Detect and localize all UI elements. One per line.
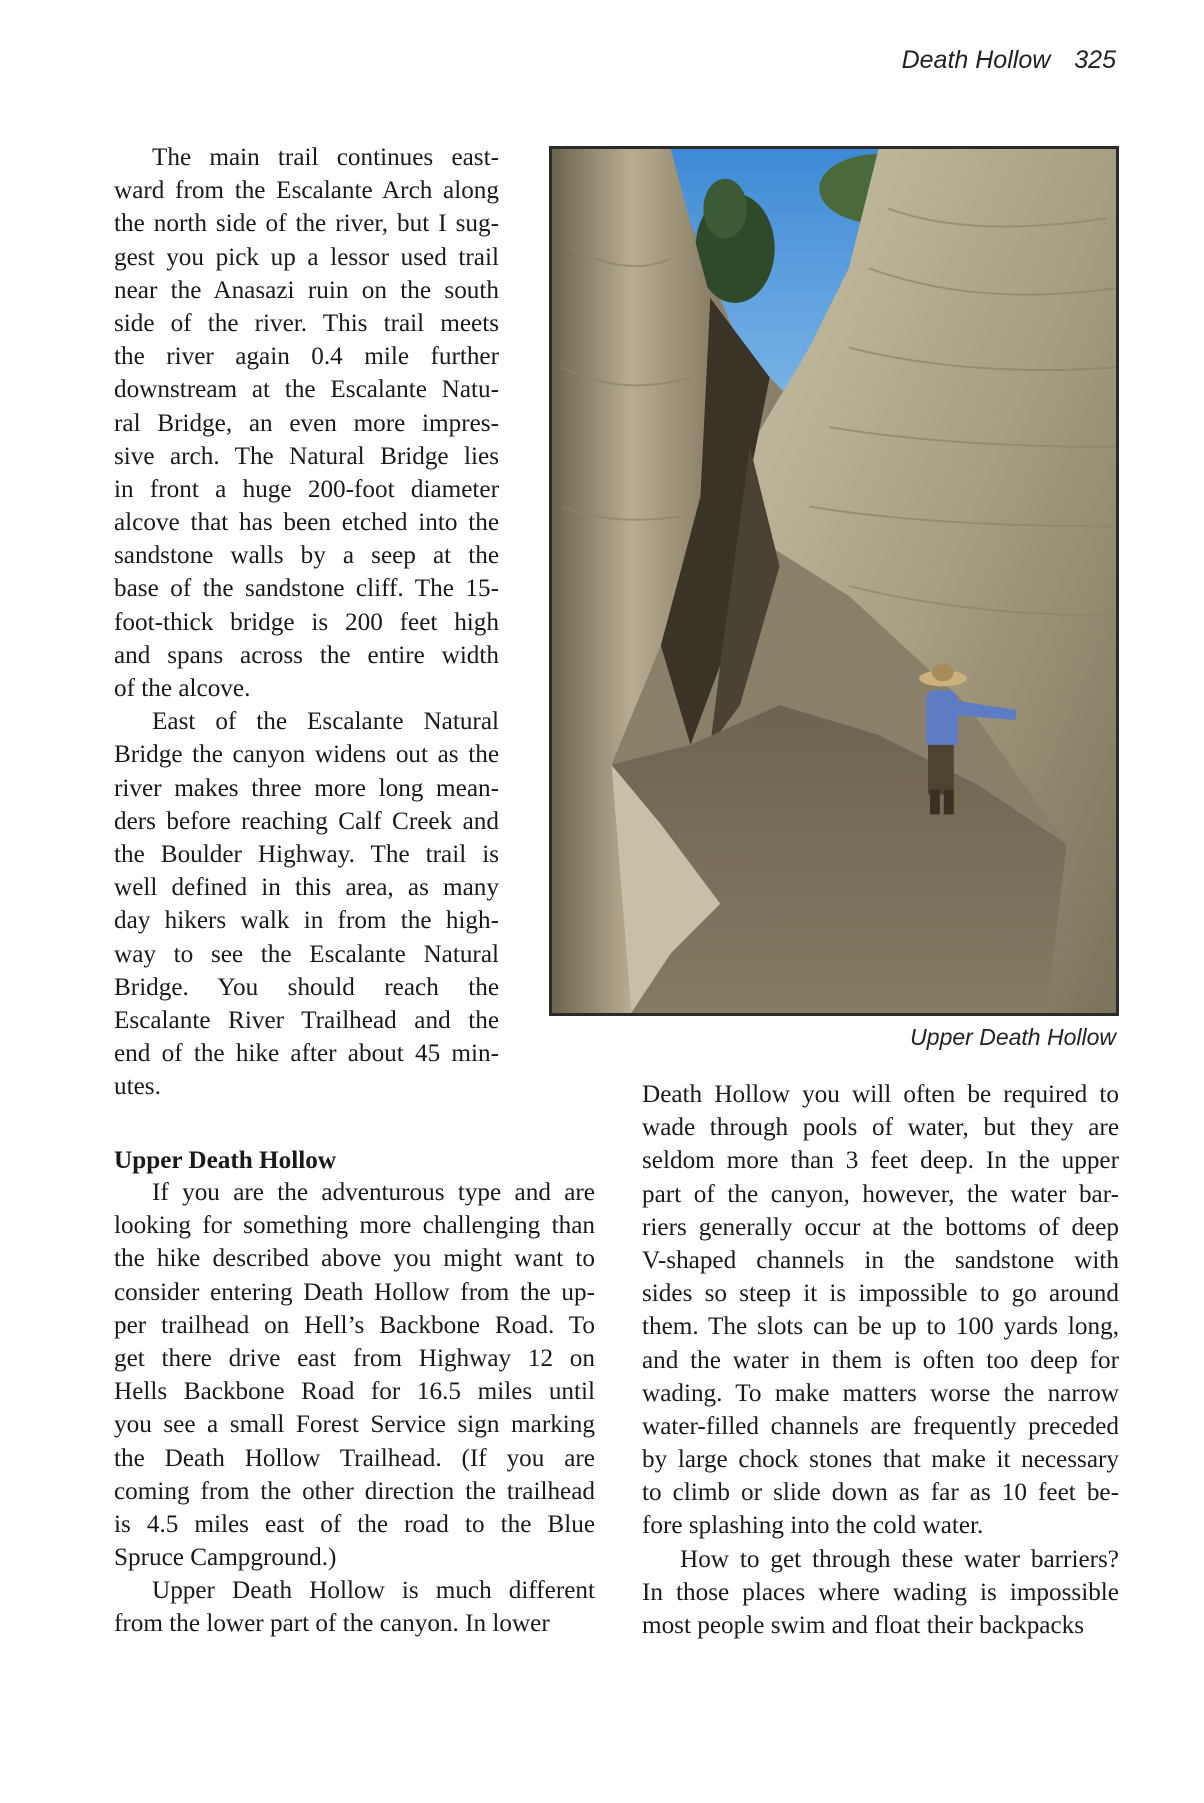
body-text-left-top (114, 141, 499, 1103)
text-line: well defined in this area, as many (114, 874, 499, 902)
text-line: from the lower part of the canyon. In lower (114, 1610, 550, 1638)
text-line: riers generally occur at the bottoms of deep (642, 1213, 1119, 1241)
text-line: ward from the Escalante Arch along (114, 177, 499, 205)
text-line: the Boulder Highway. The trail is (114, 840, 499, 868)
body-text-right-bottom (642, 1078, 1119, 1642)
text-line: is 4.5 miles east of the road to the Blue (114, 1510, 595, 1538)
text-line: of the alcove. (114, 675, 251, 702)
text-line: consider entering Death Hollow from the up- (114, 1278, 595, 1306)
text-line: looking for something more challenging than (114, 1212, 595, 1240)
text-line: by large chock stones that make it necessary (642, 1446, 1119, 1474)
text-line: and spans across the entire width (114, 641, 499, 669)
text-line: V-shaped channels in the sandstone with (642, 1246, 1119, 1274)
text-line: How to get through these water barriers? (680, 1545, 1119, 1573)
text-line: most people swim and float their backpacks (642, 1612, 1085, 1639)
text-line: and the water in them is often too deep for (642, 1346, 1119, 1374)
text-line: utes. (114, 1073, 161, 1101)
text-line: you see a small Forest Service sign marking (114, 1411, 595, 1439)
text-line: the north side of the river, but I sug- (114, 210, 499, 238)
text-line: wading. To make matters worse the narrow (642, 1379, 1119, 1407)
text-line: day hikers walk in from the high- (114, 907, 499, 935)
text-line: ral Bridge, an even more impres- (114, 409, 499, 437)
page-number: 325 (1074, 46, 1116, 74)
text-line: base of the sandstone cliff. The 15- (114, 575, 499, 603)
text-line: foot-thick bridge is 200 feet high (114, 608, 499, 636)
text-line: Hells Backbone Road for 16.5 miles until (114, 1378, 595, 1406)
text-line: fore splashing into the cold water. (642, 1512, 984, 1540)
text-line: the river again 0.4 mile further (114, 343, 499, 371)
text-line: sandstone walls by a seep at the (114, 542, 499, 570)
text-line: get there drive east from Highway 12 on (114, 1344, 595, 1372)
text-line: Upper Death Hollow is much different (152, 1577, 595, 1605)
text-line: If you are the adventurous type and are (152, 1179, 595, 1206)
text-line: per trailhead on Hell’s Backbone Road. To (114, 1311, 595, 1339)
text-line: river makes three more long mean- (114, 774, 499, 802)
text-line: wade through pools of water, but they are (642, 1114, 1119, 1142)
canyon-photo (549, 146, 1119, 1016)
running-head-title: Death Hollow (901, 46, 1051, 74)
text-line: water-filled channels are frequently preceded (642, 1412, 1119, 1440)
text-line: to climb or slide down as far as 10 feet be- (642, 1479, 1119, 1507)
text-line: Bridge. You should reach the (114, 973, 499, 1001)
text-line: alcove that has been etched into the (114, 509, 499, 537)
text-line: In those places where wading is impossible (642, 1578, 1119, 1606)
text-line: near the Anasazi ruin on the south (114, 276, 499, 304)
text-line: downstream at the Escalante Natu- (114, 376, 499, 404)
text-line: sides so steep it is impossible to go around (642, 1280, 1119, 1308)
text-line: East of the Escalante Natural (152, 708, 499, 736)
text-line: sive arch. The Natural Bridge lies (114, 442, 499, 470)
running-head (902, 46, 1116, 75)
text-line: gest you pick up a lessor used trail (114, 243, 499, 271)
text-line: Spruce Campground.) (114, 1544, 337, 1572)
photo-caption: Upper Death Hollow (910, 1024, 1116, 1050)
canyon-photo-image (552, 149, 1116, 1013)
text-line: Escalante River Trailhead and the (114, 1006, 499, 1034)
text-line: ders before reaching Calf Creek and (114, 807, 499, 835)
text-line: in front a huge 200-foot diameter (114, 475, 499, 503)
text-line: the hike described above you might want to (114, 1245, 595, 1273)
text-line: end of the hike after about 45 min- (114, 1040, 499, 1068)
text-line: the Death Hollow Trailhead. (If you are (114, 1444, 595, 1472)
text-line: seldom more than 3 feet deep. In the upper (642, 1147, 1119, 1175)
text-line: part of the canyon, however, the water bar- (642, 1180, 1119, 1208)
text-line: Bridge the canyon widens out as the (114, 741, 499, 769)
text-line: them. The slots can be up to 100 yards long, (642, 1313, 1119, 1341)
section-heading: Upper Death Hollow (114, 1147, 337, 1174)
text-line: way to see the Escalante Natural (114, 940, 499, 968)
text-line: coming from the other direction the trailhead (114, 1477, 595, 1505)
text-line: side of the river. This trail meets (114, 309, 499, 337)
text-line: The main trail continues east- (152, 144, 499, 171)
text-line: Death Hollow you will often be required to (642, 1081, 1119, 1108)
body-text-left-bottom (114, 1176, 595, 1641)
